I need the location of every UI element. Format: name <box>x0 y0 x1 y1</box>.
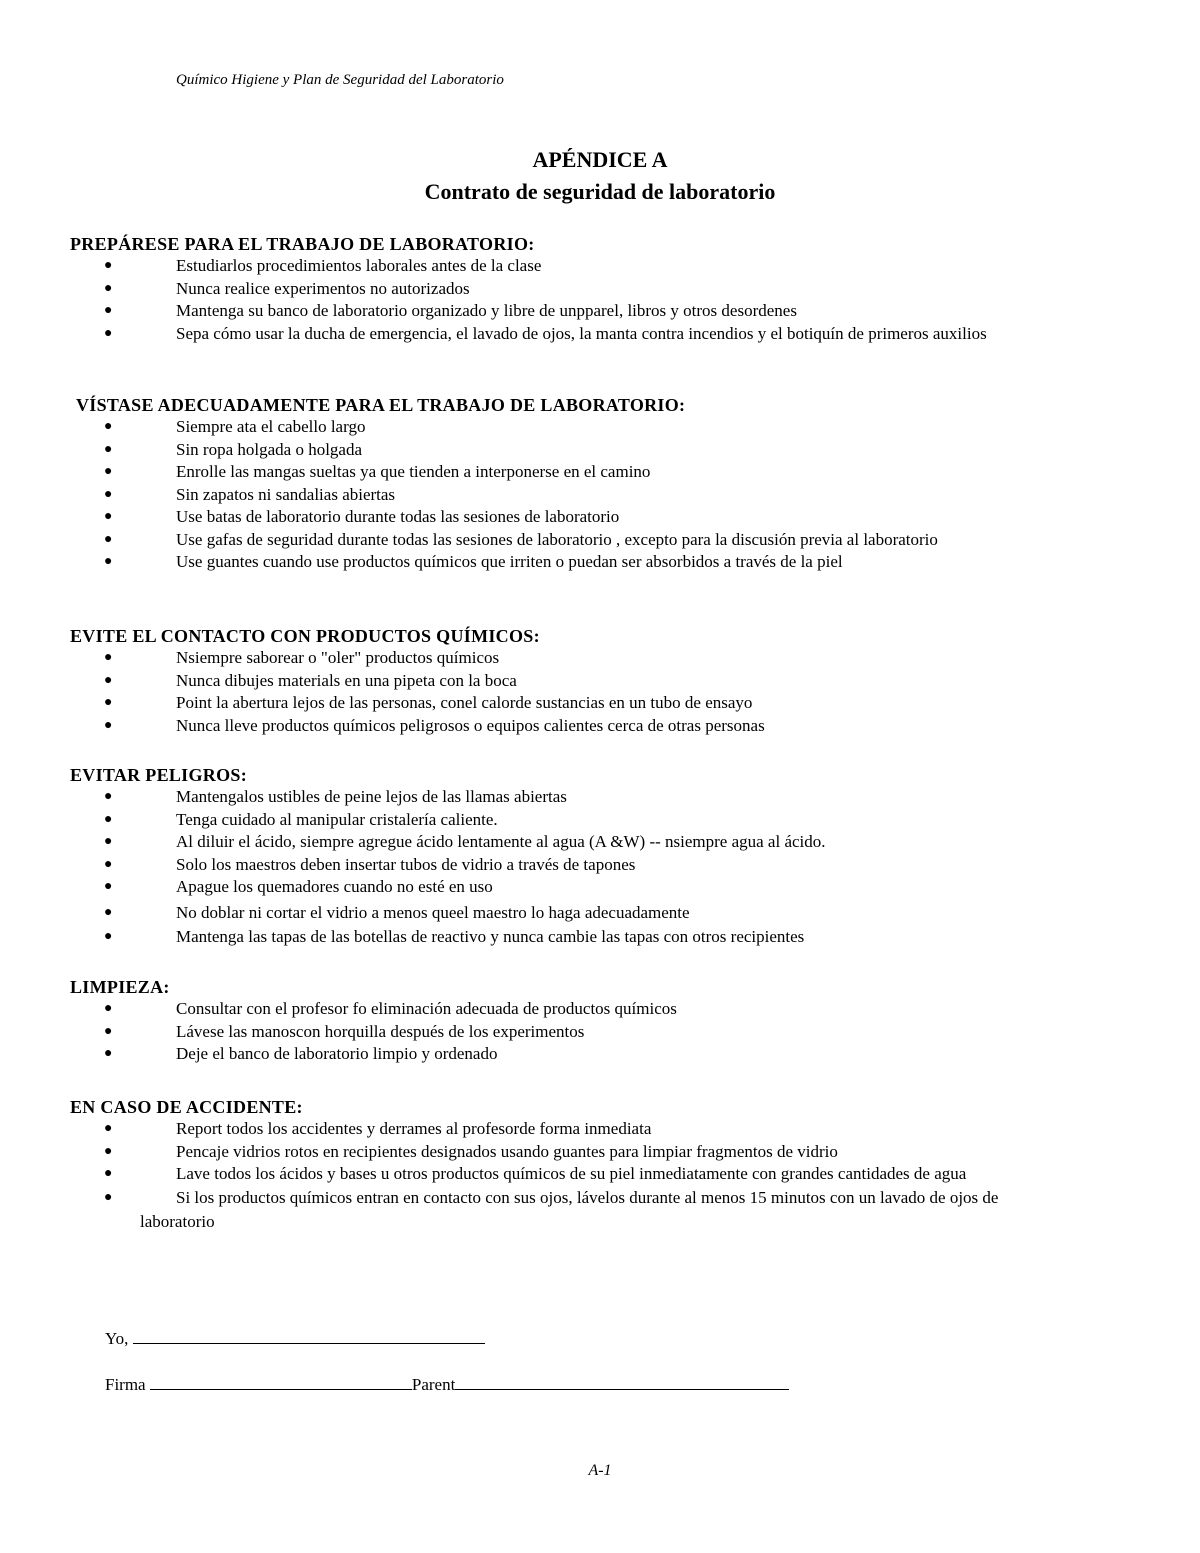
section-avoid-contact <box>0 625 1200 737</box>
parent-label: Parent <box>411 1375 456 1394</box>
list-item: ● Siempre ata el cabello largo <box>0 416 1200 439</box>
appendix-title: APÉNDICE A <box>532 147 668 172</box>
list-item: ● Sin ropa holgada o holgada <box>0 439 1200 462</box>
section-heading: EN CASO DE ACCIDENTE: <box>70 1097 303 1117</box>
bullet-icon: ● <box>104 509 113 524</box>
firma-label: Firma <box>105 1375 146 1394</box>
title-block <box>0 144 1200 208</box>
bullet-icon: ● <box>104 1189 113 1205</box>
list-item: ● Apague los quemadores cuando no esté en uso <box>0 876 1200 899</box>
list-item: ● Solo los maestros deben insertar tubos de vidrio a través de tapones <box>0 854 1200 877</box>
bullet-icon: ● <box>104 441 113 457</box>
yo-signature-row <box>105 1326 485 1349</box>
list-item: ● Report todos los accidentes y derrames al profesorde forma inmediata <box>0 1118 1200 1141</box>
section-cleanup <box>0 976 1200 1066</box>
section-avoid-hazards <box>0 764 1200 948</box>
list-item: ● Enrolle las mangas sueltas ya que tienden a interponerse en el camino <box>0 461 1200 484</box>
section-accident <box>0 1096 1200 1234</box>
bullet-list <box>0 647 1200 737</box>
list-item: ● Tenga cuidado al manipular cristalería caliente. <box>0 809 1200 832</box>
bullet-list <box>0 1118 1200 1234</box>
list-item: ● Sin zapatos ni sandalias abiertas <box>0 484 1200 507</box>
list-item: ● Point la abertura lejos de las personas, conel calorde sustancias en un tubo de ensayo <box>0 692 1200 715</box>
list-item: ● Mantenga su banco de laboratorio organizado y libre de unpparel, libros y otros desordenes <box>0 300 1200 323</box>
bullet-icon: ● <box>104 554 113 569</box>
list-item: ● Sepa cómo usar la ducha de emergencia, el lavado de ojos, la manta contra incendios y el botiquín de primeros auxilios <box>0 323 1200 346</box>
bullet-icon: ● <box>104 303 113 318</box>
bullet-icon: ● <box>104 695 113 710</box>
list-item: ● Nunca dibujes materials en una pipeta con la boca <box>0 670 1200 693</box>
bullet-icon: ● <box>104 672 113 688</box>
list-item: ● Mantengalos ustibles de peine lejos de las llamas abiertas <box>0 786 1200 809</box>
yo-name-field[interactable] <box>133 1326 485 1344</box>
bullet-icon: ● <box>104 789 113 804</box>
section-heading: EVITE EL CONTACTO CON PRODUCTOS QUÍMICOS: <box>70 626 540 646</box>
list-item: ● Use batas de laboratorio durante todas las sesiones de laboratorio <box>0 506 1200 529</box>
list-item: ● Lave todos los ácidos y bases u otros productos químicos de su piel inmediatamente con grandes cantidades de agua <box>0 1163 1200 1186</box>
bullet-icon: ● <box>104 856 113 872</box>
bullet-icon: ● <box>104 879 113 894</box>
bullet-icon: ● <box>104 258 113 273</box>
section-dress <box>0 394 1200 574</box>
list-item: ● Al diluir el ácido, siempre agregue ácido lentamente al agua (A &W) -- nsiempre agua al ácido. <box>0 831 1200 854</box>
bullet-icon: ● <box>104 280 113 296</box>
list-item: ● Mantenga las tapas de las botellas de reactivo y nunca cambie las tapas con otros recipientes <box>0 926 1200 949</box>
list-item: ● Pencaje vidrios rotos en recipientes designados usando guantes para limpiar fragmentos de vidrio <box>0 1141 1200 1164</box>
bullet-icon: ● <box>104 811 113 827</box>
list-item: ● No doblar ni cortar el vidrio a menos queel maestro lo haga adecuadamente <box>0 899 1200 926</box>
bullet-icon: ● <box>104 1023 113 1039</box>
section-heading: LIMPIEZA: <box>70 977 170 997</box>
bullet-icon: ● <box>104 486 113 502</box>
bullet-icon: ● <box>104 928 113 944</box>
section-heading: VÍSTASE ADECUADAMENTE PARA EL TRABAJO DE LABORATORIO: <box>76 395 686 415</box>
list-item: ● Si los productos químicos entran en contacto con sus ojos, lávelos durante al menos 15 minutos con un lavado de ojos de laboratorio <box>104 1187 999 1231</box>
bullet-icon: ● <box>104 1001 113 1016</box>
bullet-icon: ● <box>104 531 113 547</box>
list-item: ● Lávese las manoscon horquilla después de los experimentos <box>0 1021 1200 1044</box>
yo-label: Yo, <box>105 1329 129 1348</box>
list-item: ● Nunca realice experimentos no autorizados <box>0 278 1200 301</box>
section-heading: PREPÁRESE PARA EL TRABAJO DE LABORATORIO: <box>70 234 535 254</box>
bullet-icon: ● <box>104 464 113 479</box>
list-item: ● Nunca lleve productos químicos peligrosos o equipos calientes cerca de otras personas <box>0 715 1200 738</box>
bullet-icon: ● <box>104 325 113 341</box>
bullet-list <box>0 786 1200 948</box>
bullet-icon: ● <box>104 1121 113 1136</box>
contract-title: Contrato de seguridad de laboratorio <box>424 179 776 204</box>
list-item: ● Use guantes cuando use productos químicos que irriten o puedan ser absorbidos a través de la piel <box>0 551 1200 574</box>
bullet-list <box>0 255 1200 345</box>
bullet-icon: ● <box>104 834 113 849</box>
list-item: ● Estudiarlos procedimientos laborales antes de la clase <box>0 255 1200 278</box>
parent-field[interactable] <box>455 1372 789 1390</box>
list-item: ● Deje el banco de laboratorio limpio y ordenado <box>0 1043 1200 1066</box>
bullet-icon: ● <box>104 650 113 665</box>
bullet-icon: ● <box>104 1046 113 1061</box>
section-heading: EVITAR PELIGROS: <box>70 765 247 785</box>
list-item: ● Consultar con el profesor fo eliminación adecuada de productos químicos <box>0 998 1200 1021</box>
bullet-list <box>0 416 1200 574</box>
list-item: ● Use gafas de seguridad durante todas las sesiones de laboratorio , excepto para la discusión previa al laboratorio <box>0 529 1200 552</box>
list-item: ● Nsiempre saborear o "oler" productos químicos <box>0 647 1200 670</box>
section-prepare <box>0 233 1200 345</box>
bullet-icon: ● <box>104 419 113 434</box>
bullet-icon: ● <box>104 717 113 733</box>
firma-field[interactable] <box>150 1372 412 1390</box>
bullet-icon: ● <box>104 1143 113 1159</box>
bullet-icon: ● <box>104 1166 113 1181</box>
bullet-list <box>0 998 1200 1066</box>
running-header: Químico Higiene y Plan de Seguridad del Laboratorio <box>176 72 504 88</box>
bullet-icon: ● <box>104 904 113 920</box>
page-number: A-1 <box>588 1462 612 1479</box>
firma-signature-row <box>105 1372 789 1395</box>
